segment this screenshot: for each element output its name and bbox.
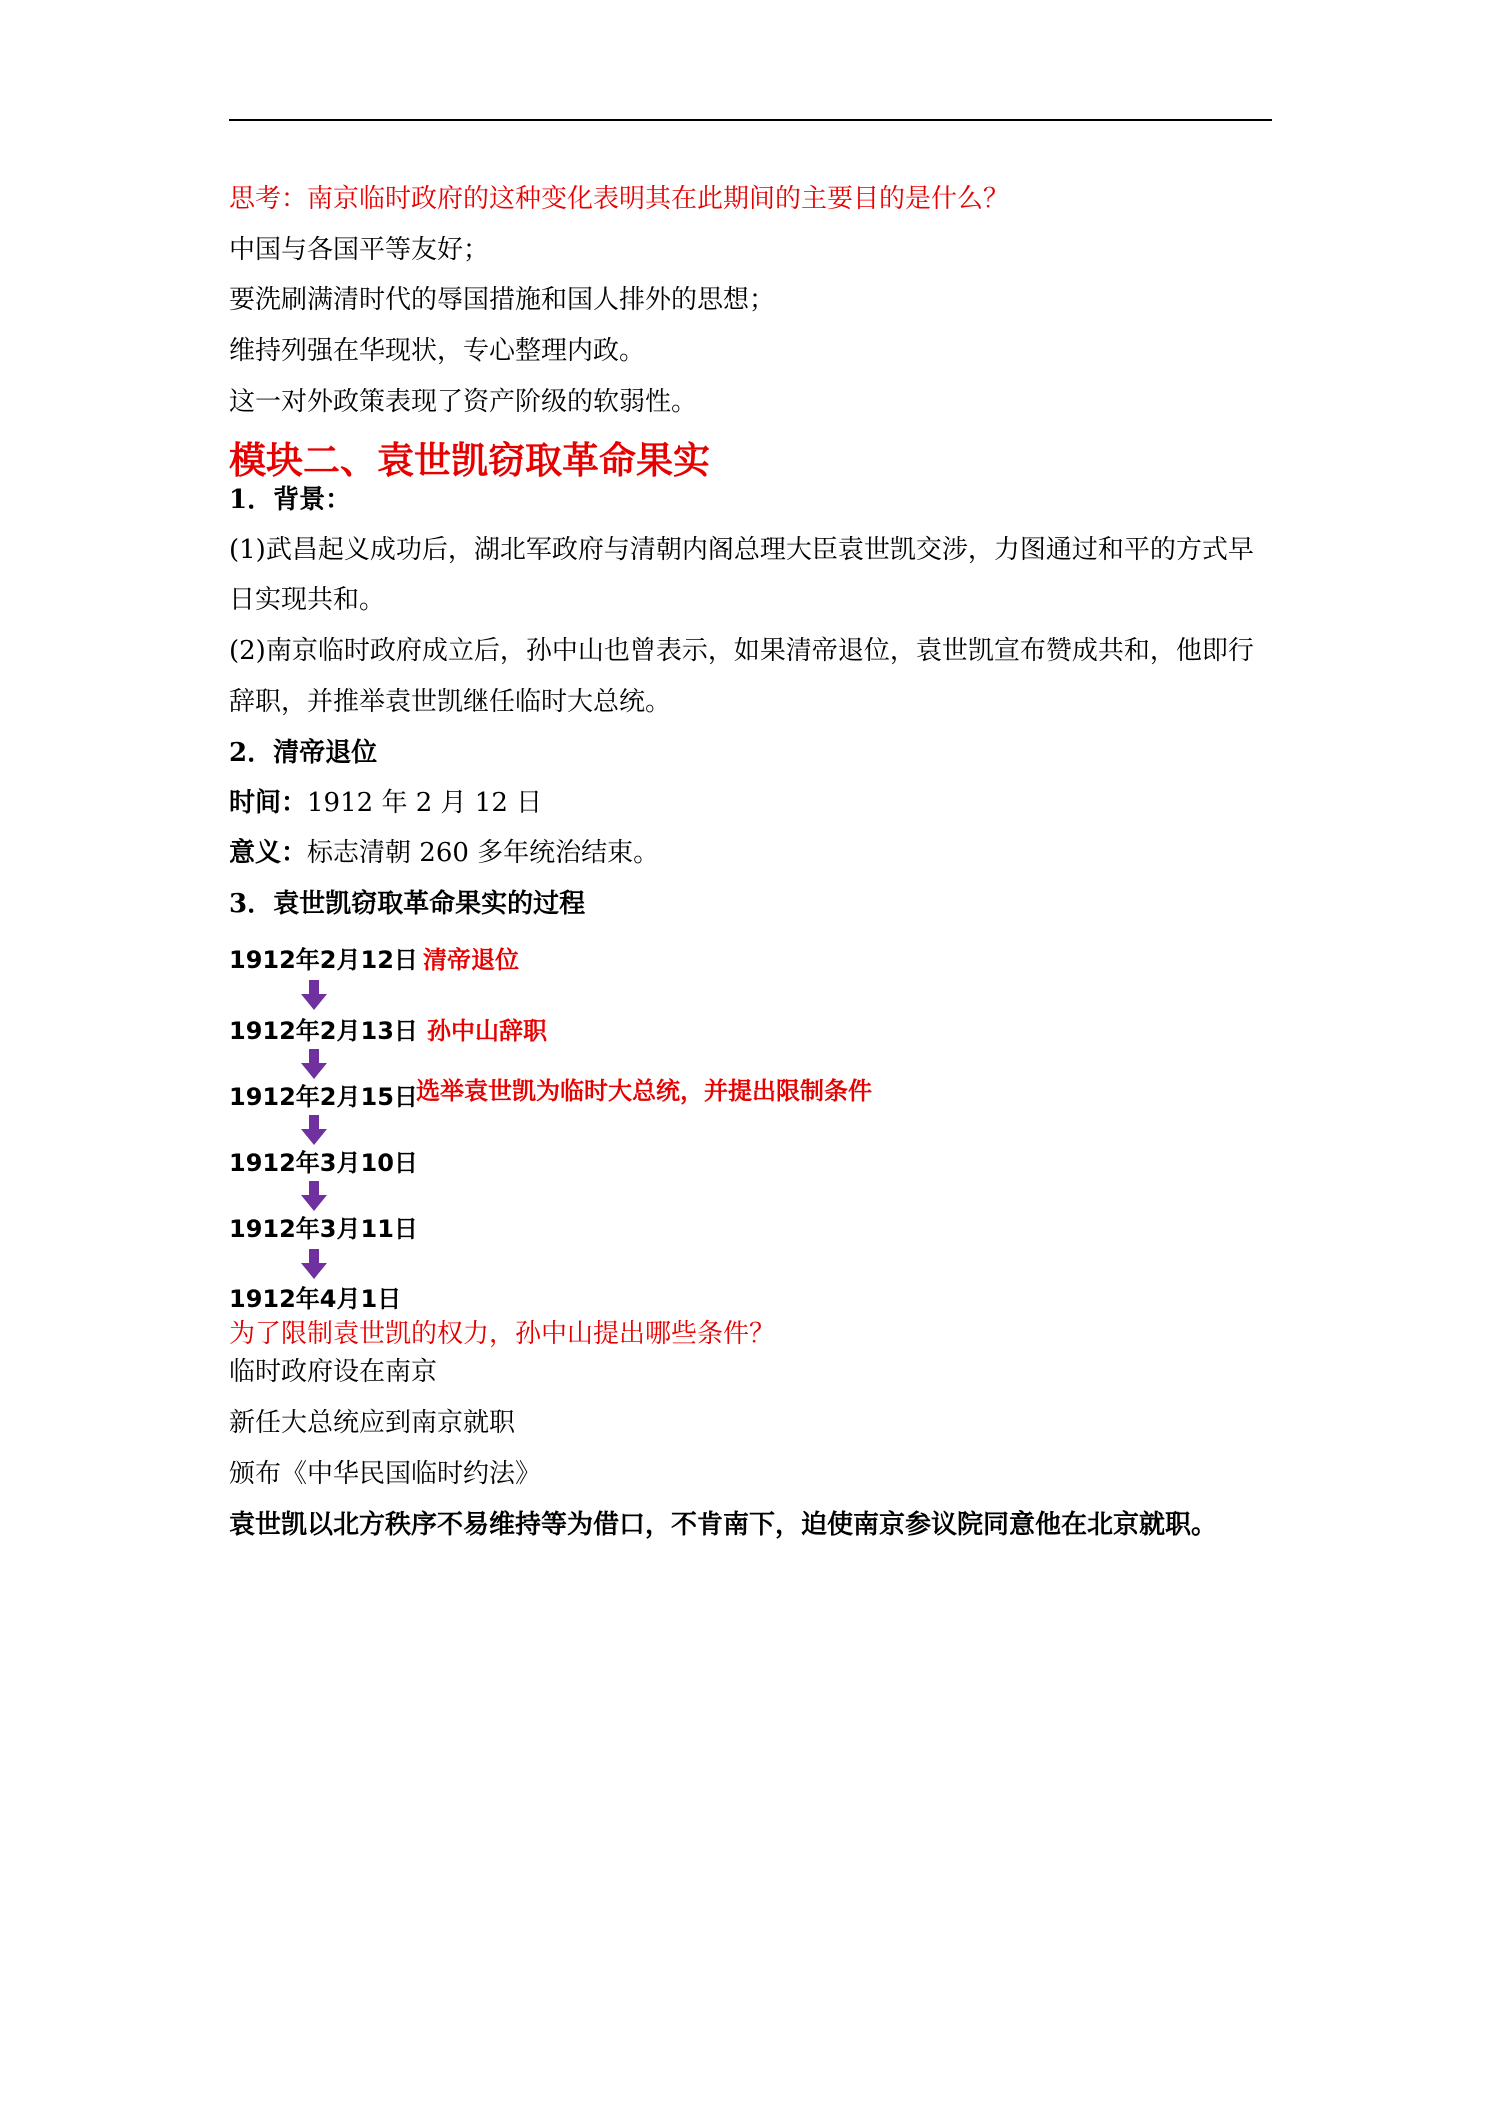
timeline-event-3: 选举袁世凯为临时大总统，并提出限制条件	[416, 1077, 872, 1105]
timeline-event-1: 清帝退位	[423, 946, 519, 974]
timeline-date-6: 1912年4月1日	[229, 1285, 402, 1313]
conclusion: 袁世凯以北方秩序不易维持等为借口，不肯南下，迫使南京参议院同意他在北京就职。	[229, 1510, 1218, 1540]
timeline-date-5: 1912年3月11日	[229, 1215, 418, 1243]
timeline-date-4: 1912年3月10日	[229, 1149, 418, 1177]
process-heading: 3．袁世凯窃取革命果实的过程	[229, 889, 586, 919]
timeline-arrow-4	[301, 1181, 327, 1211]
background-heading: 1．背景：	[229, 485, 352, 515]
header-rule	[229, 119, 1272, 121]
meaning-value: 标志清朝 260 多年统治结束。	[307, 838, 660, 868]
timeline-arrow-2	[301, 1049, 327, 1079]
background-p2-line2: 辞职，并推举袁世凯继任临时大总统。	[229, 687, 672, 717]
condition-item-1: 临时政府设在南京	[229, 1357, 438, 1387]
background-p1-line1: (1)武昌起义成功后，湖北军政府与清朝内阁总理大臣袁世凯交涉，力图通过和平的方式早	[229, 535, 1254, 565]
abdication-heading: 2．清帝退位	[229, 738, 378, 768]
condition-item-2: 新任大总统应到南京就职	[229, 1408, 516, 1438]
think-answer-3: 维持列强在华现状，专心整理内政。	[229, 336, 646, 366]
background-p1-line2: 日实现共和。	[229, 585, 386, 615]
background-p2-line1: (2)南京临时政府成立后，孙中山也曾表示，如果清帝退位，袁世凯宣布赞成共和，他即行	[229, 636, 1254, 666]
time-label: 时间：	[229, 788, 308, 818]
timeline-date-3: 1912年2月15日	[229, 1083, 418, 1111]
think-question: 思考：南京临时政府的这种变化表明其在此期间的主要目的是什么？	[229, 184, 1010, 214]
conditions-question: 为了限制袁世凯的权力，孙中山提出哪些条件？	[229, 1319, 776, 1349]
timeline-arrow-3	[301, 1115, 327, 1145]
think-answer-1: 中国与各国平等友好；	[229, 235, 490, 265]
think-answer-2: 要洗刷满清时代的辱国措施和国人排外的思想；	[229, 285, 776, 315]
abdication-meaning	[229, 840, 659, 866]
timeline-date-2: 1912年2月13日	[229, 1017, 418, 1045]
timeline-date-1: 1912年2月12日	[229, 946, 418, 974]
timeline-event-2: 孙中山辞职	[427, 1017, 547, 1045]
timeline-arrow-1	[301, 980, 327, 1010]
timeline-arrow-5	[301, 1249, 327, 1279]
module-title: 模块二、袁世凯窃取革命果实	[229, 438, 710, 482]
meaning-label: 意义：	[229, 838, 308, 868]
abdication-time	[229, 790, 542, 816]
think-answer-4: 这一对外政策表现了资产阶级的软弱性。	[229, 387, 698, 417]
condition-item-3: 颁布《中华民国临时约法》	[229, 1459, 542, 1489]
time-value: 1912 年 2 月 12 日	[307, 788, 543, 818]
